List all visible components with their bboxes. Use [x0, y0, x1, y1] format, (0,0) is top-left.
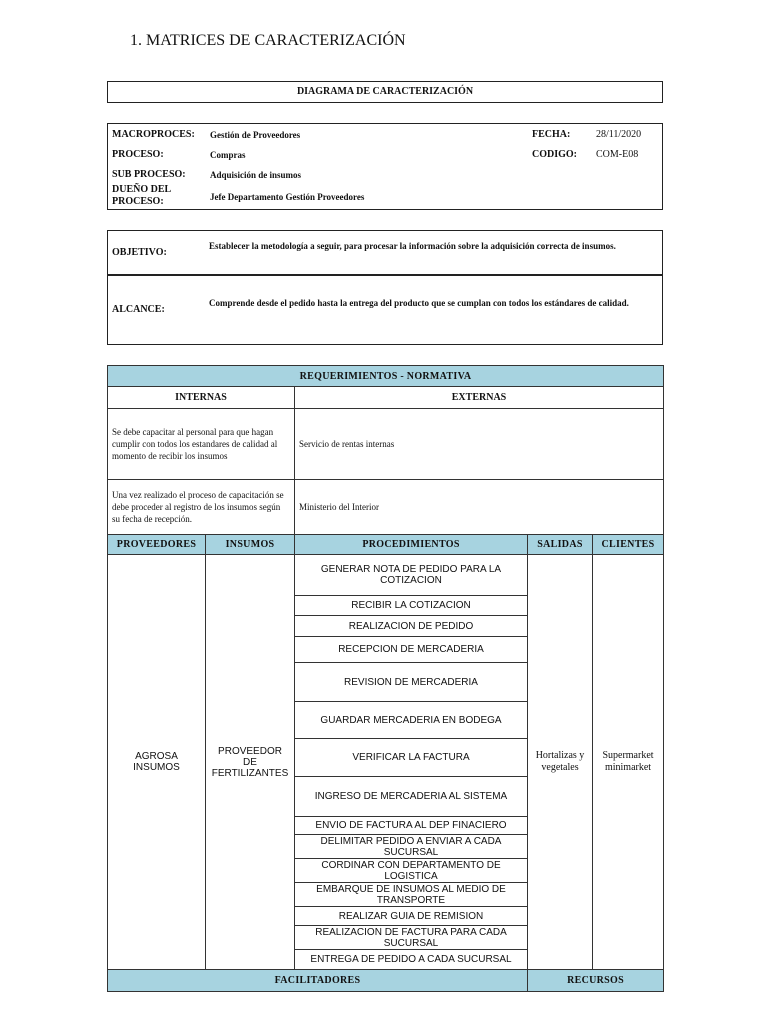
externas-header: EXTERNAS — [295, 387, 664, 409]
objetivo-label: OBJETIVO: — [112, 247, 167, 258]
dueno-value: Jefe Departamento Gestión Proveedores — [210, 192, 365, 202]
externa-requirement-1: Servicio de rentas internas — [295, 409, 664, 480]
macroproceso-label: MACROPROCES: — [112, 129, 195, 140]
page-heading: 1. MATRICES DE CARACTERIZACIÓN — [130, 32, 406, 49]
interna-requirement-2: Una vez realizado el proceso de capacitación se debe proceder al registro de los insumos según su fecha de recepción. — [108, 480, 295, 535]
characterization-matrix — [107, 365, 664, 992]
insumos-header: INSUMOS — [206, 535, 295, 555]
facilitadores-header: FACILITADORES — [108, 970, 528, 992]
procedure-step: INGRESO DE MERCADERIA AL SISTEMA — [295, 777, 528, 817]
alcance-text: Comprende desde el pedido hasta la entrega del producto que se cumplan con todos los estándares de calidad. — [209, 298, 629, 308]
salidas-header: SALIDAS — [528, 535, 593, 555]
cliente-cell: Supermarket minimarket — [593, 555, 664, 970]
procedure-step: RECEPCION DE MERCADERIA — [295, 637, 528, 663]
procedure-step: ENTREGA DE PEDIDO A CADA SUCURSAL — [295, 950, 528, 970]
dueno-label: DUEÑO DEL PROCESO: — [112, 184, 171, 207]
procedure-step: EMBARQUE DE INSUMOS AL MEDIO DE TRANSPORTE — [295, 883, 528, 907]
alcance-label: ALCANCE: — [112, 304, 165, 315]
procedure-step: REVISION DE MERCADERIA — [295, 663, 528, 702]
externa-requirement-2: Ministerio del Interior — [295, 480, 664, 535]
subproceso-label: SUB PROCESO: — [112, 169, 186, 180]
fecha-value: 28/11/2020 — [596, 129, 642, 140]
procedure-step: DELIMITAR PEDIDO A ENVIAR A CADA SUCURSAL — [295, 835, 528, 859]
subproceso-value: Adquisición de insumos — [210, 170, 302, 180]
procedimientos-header: PROCEDIMIENTOS — [295, 535, 528, 555]
objective-box — [107, 230, 663, 345]
procedure-step: REALIZACION DE PEDIDO — [295, 616, 528, 637]
clientes-header: CLIENTES — [593, 535, 664, 555]
diagram-title-box — [107, 81, 663, 103]
objective-divider — [108, 274, 662, 276]
procedure-step: VERIFICAR LA FACTURA — [295, 739, 528, 777]
codigo-label: CODIGO: — [532, 149, 577, 160]
insumo-cell: PROVEEDOR DE FERTILIZANTES — [206, 555, 295, 970]
proceso-value: Compras — [210, 150, 246, 160]
procedure-step: CORDINAR CON DEPARTAMENTO DE LOGISTICA — [295, 859, 528, 883]
diagram-title: DIAGRAMA DE CARACTERIZACIÓN — [296, 86, 474, 97]
objetivo-text: Establecer la metodología a seguir, para procesar la información sobre la adquisición correcta de insumos. — [209, 241, 616, 251]
proceso-label: PROCESO: — [112, 149, 164, 160]
procedure-step: GENERAR NOTA DE PEDIDO PARA LA COTIZACION — [295, 555, 528, 596]
macroproceso-value: Gestión de Proveedores — [210, 130, 301, 140]
proveedores-header: PROVEEDORES — [108, 535, 206, 555]
interna-requirement-1: Se debe capacitar al personal para que hagan cumplir con todos los estandares de calidad al momento de recibir los insumos — [108, 409, 295, 480]
codigo-value: COM-E08 — [596, 149, 639, 160]
internas-header: INTERNAS — [108, 387, 295, 409]
procedure-step: RECIBIR LA COTIZACION — [295, 596, 528, 616]
requirements-title: REQUERIMIENTOS - NORMATIVA — [108, 366, 664, 387]
process-info-box — [107, 123, 663, 210]
recursos-header: RECURSOS — [528, 970, 664, 992]
procedure-step: GUARDAR MERCADERIA EN BODEGA — [295, 702, 528, 739]
fecha-label: FECHA: — [532, 129, 571, 140]
procedure-step: REALIZAR GUIA DE REMISION — [295, 907, 528, 926]
proveedor-cell: AGROSA INSUMOS — [108, 555, 206, 970]
procedure-step: ENVIO DE FACTURA AL DEP FINACIERO — [295, 817, 528, 835]
salida-cell: Hortalizas y vegetales — [528, 555, 593, 970]
procedure-step: REALIZACION DE FACTURA PARA CADA SUCURSAL — [295, 926, 528, 950]
